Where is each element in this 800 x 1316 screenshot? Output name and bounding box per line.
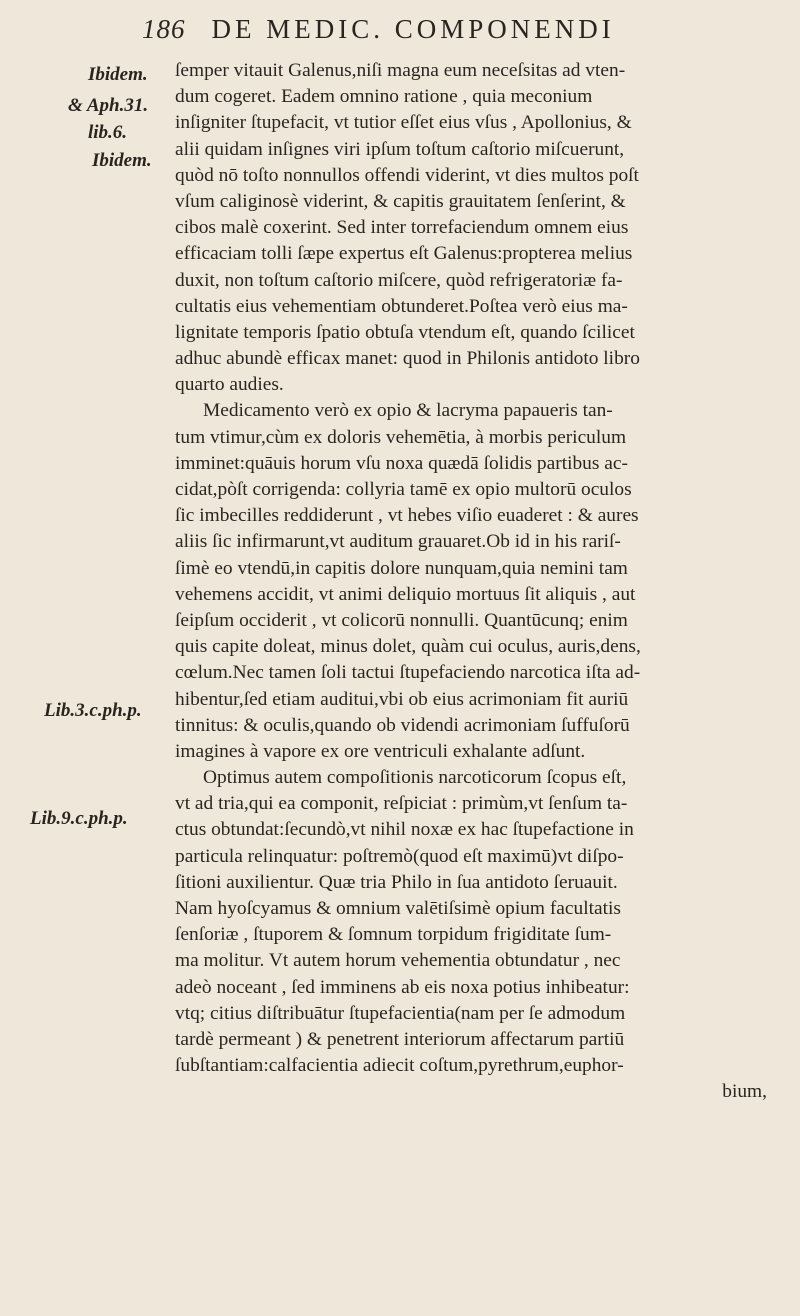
text-line: quòd nō toſto nonnullos offendi viderint, vt dies multos poſt <box>175 164 639 186</box>
text-line: ſenſoriæ , ſtuporem & ſomnum torpidum frigiditate ſum- <box>175 924 612 946</box>
text-line: imminet:quāuis horum vſu noxa quædā ſolidis partibus ac- <box>175 452 628 474</box>
main-text <box>175 58 775 1106</box>
margin-note: & Aph.31. <box>68 95 149 116</box>
text-line: Nam hyoſcyamus & omnium valētiſsimè opium facultatis <box>175 898 621 919</box>
text-line: ſimè eo vtendū,in capitis dolore nunquam,quia nemini tam <box>175 557 628 579</box>
text-line: alii quidam inſignes viri ipſum toſtum caſtorio miſcuerunt, <box>175 138 625 160</box>
text-line: ſubſtantiam:calfacientia adiecit coſtum,pyrethrum,euphor- <box>175 1055 624 1077</box>
text-line: tardè permeant ) & penetrent interiorum affectarum partiū <box>175 1028 625 1050</box>
text-line: quis capite doleat, minus dolet, quàm cui oculus, auris,dens, <box>175 636 641 658</box>
page-number: 186 <box>142 14 186 44</box>
paragraph-start-line: Medicamento verò ex opio & lacryma papaueris tan- <box>203 400 613 422</box>
text-line: imagines à vapore ex ore ventriculi exhalante adſunt. <box>175 740 586 762</box>
text-line: ma molitur. Vt autem horum vehementia obtundatur , nec <box>175 950 621 972</box>
text-line: cultatis eius vehementiam obtunderet.Poſtea verò eius ma- <box>175 295 628 317</box>
text-line: quarto audies. <box>175 374 284 396</box>
text-line: particula relinquatur: poſtremò(quod eſt maximū)vt diſpo- <box>175 845 624 867</box>
text-line: cibos malè coxerint. Sed inter torrefaciendum omnem eius <box>175 217 629 239</box>
text-line: vt ad tria,qui ea componit, reſpiciat : primùm,vt ſenſum ta- <box>175 793 628 815</box>
margin-note: Lib.9.c.ph.p. <box>30 808 128 829</box>
text-line: hibentur,ſed etiam auditui,vbi ob eius acrimoniam fit auriū <box>175 688 629 710</box>
running-title: DE MEDIC. COMPONENDI <box>211 14 615 44</box>
text-line: vehemens accidit, vt animi deliquio mortuus ſit aliquis , aut <box>175 583 636 605</box>
text-line: dum cogeret. Eadem omnino ratione , quia meconium <box>175 86 593 108</box>
text-line: lignitate temporis ſpatio obtuſa vtendum eſt, quando ſcilicet <box>175 321 635 343</box>
margin-note: Ibidem. <box>88 64 148 85</box>
text-line: tinnitus: & oculis,quando ob videndi acrimoniam ſuffuſorū <box>175 714 630 736</box>
text-line: cœlum.Nec tamen ſoli tactui ſtupefaciendo narcotica iſta ad- <box>175 662 641 684</box>
text-line: ſemper vitauit Galenus,niſi magna eum neceſsitas ad vten- <box>175 60 626 81</box>
text-line: ctus obtundat:ſecundò,vt nihil noxæ ex hac ſtupefactione in <box>175 819 634 841</box>
text-line: adhuc abundè efficax manet: quod in Philonis antidoto libro <box>175 348 640 370</box>
paragraph-start-line: Optimus autem compoſitionis narcoticorum ſcopus eſt, <box>203 767 627 789</box>
margin-note: lib.6. <box>88 122 128 143</box>
text-line: vtq; citius diſtribuātur ſtupefacientia(nam per ſe admodum <box>175 1002 626 1024</box>
catchword-line: bium, <box>722 1081 767 1103</box>
margin-note: Ibidem. <box>92 150 152 171</box>
text-line: inſigniter ſtupefacit, vt tutior eſſet eius vſus , Apollonius, & <box>175 112 632 134</box>
text-line: tum vtimur,cùm ex doloris vehemētia, à morbis periculum <box>175 426 627 448</box>
text-line: ſitioni auxilientur. Quæ tria Philo in ſua antidoto ſeruauit. <box>175 871 618 893</box>
text-line: efficaciam tolli ſæpe expertus eſt Galenus:propterea melius <box>175 243 633 265</box>
margin-note: Lib.3.c.ph.p. <box>44 700 142 721</box>
running-header <box>142 14 615 45</box>
text-line: duxit, non toſtum caſtorio miſcere, quòd refrigeratoriæ fa- <box>175 269 623 291</box>
text-line: vſum caliginosè viderint, & capitis grauitatem ſenſerint, & <box>175 190 626 212</box>
text-line: adeò noceant , ſed imminens ab eis noxa potius inhibeatur: <box>175 976 630 998</box>
text-line: cidat,pòſt corrigenda: collyria tamē ex opio multorū oculos <box>175 479 632 500</box>
text-line: ſic imbecilles reddiderunt , vt hebes viſio euaderet : & aures <box>175 505 639 527</box>
margin-notes <box>0 0 170 1316</box>
text-line: ſeipſum occiderit , vt colicorū nonnulli. Quantūcunq; enim <box>175 609 628 631</box>
text-line: aliis ſic infirmarunt,vt auditum grauaret.Ob id in his rariſ- <box>175 531 621 553</box>
